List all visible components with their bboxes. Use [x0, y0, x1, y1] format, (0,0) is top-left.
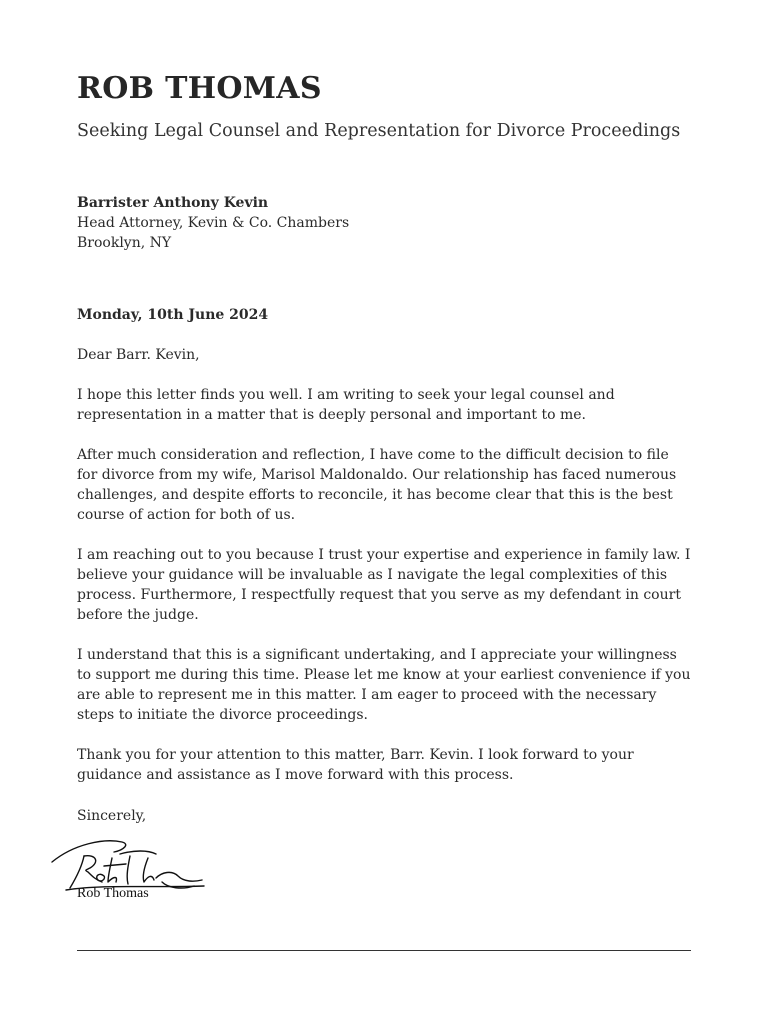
paragraph-intro: I hope this letter finds you well. I am writing to seek your legal counsel and representation in a matter that is deeply personal and important to me.	[77, 387, 615, 423]
recipient-block	[77, 193, 697, 253]
recipient-name: Barrister Anthony Kevin	[77, 195, 269, 211]
paragraph-decision: After much consideration and reflection, I have come to the difficult decision to file for divorce from my wife, Marisol Maldonaldo. Our relationship has faced numerous challenges, and despite efforts to reconcile, it has become clear that this is the best course of action for both of us.	[77, 447, 677, 523]
letter-subject: Seeking Legal Counsel and Representation for Divorce Proceedings	[77, 121, 681, 141]
paragraph-request: I understand that this is a significant undertaking, and I appreciate your willingness to support me during this time. Please let me know at your earliest convenience if you are able to represent me in this matter. I am eager to proceed with the necessary steps to initiate the divorce proceedings.	[77, 647, 691, 723]
closing-text: Sincerely,	[77, 808, 147, 824]
letter-body	[77, 305, 693, 805]
letter-date: Monday, 10th June 2024	[77, 307, 269, 323]
signer-name: Rob Thomas	[77, 886, 149, 901]
salutation: Dear Barr. Kevin,	[77, 347, 200, 363]
recipient-title: Head Attorney, Kevin & Co. Chambers	[77, 215, 350, 231]
paragraph-reason: I am reaching out to you because I trust your expertise and experience in family law. I believe your guidance will be invaluable as I navigate the legal complexities of this process. Furthermore, I respectfully request that you serve as my defendant in court before the judge.	[77, 547, 691, 623]
paragraph-thanks: Thank you for your attention to this matter, Barr. Kevin. I look forward to your guidance and assistance as I move forward with this process.	[77, 747, 634, 783]
footer-divider	[77, 950, 691, 951]
recipient-location: Brooklyn, NY	[77, 235, 172, 251]
sender-name-heading: ROB THOMAS	[77, 71, 322, 106]
